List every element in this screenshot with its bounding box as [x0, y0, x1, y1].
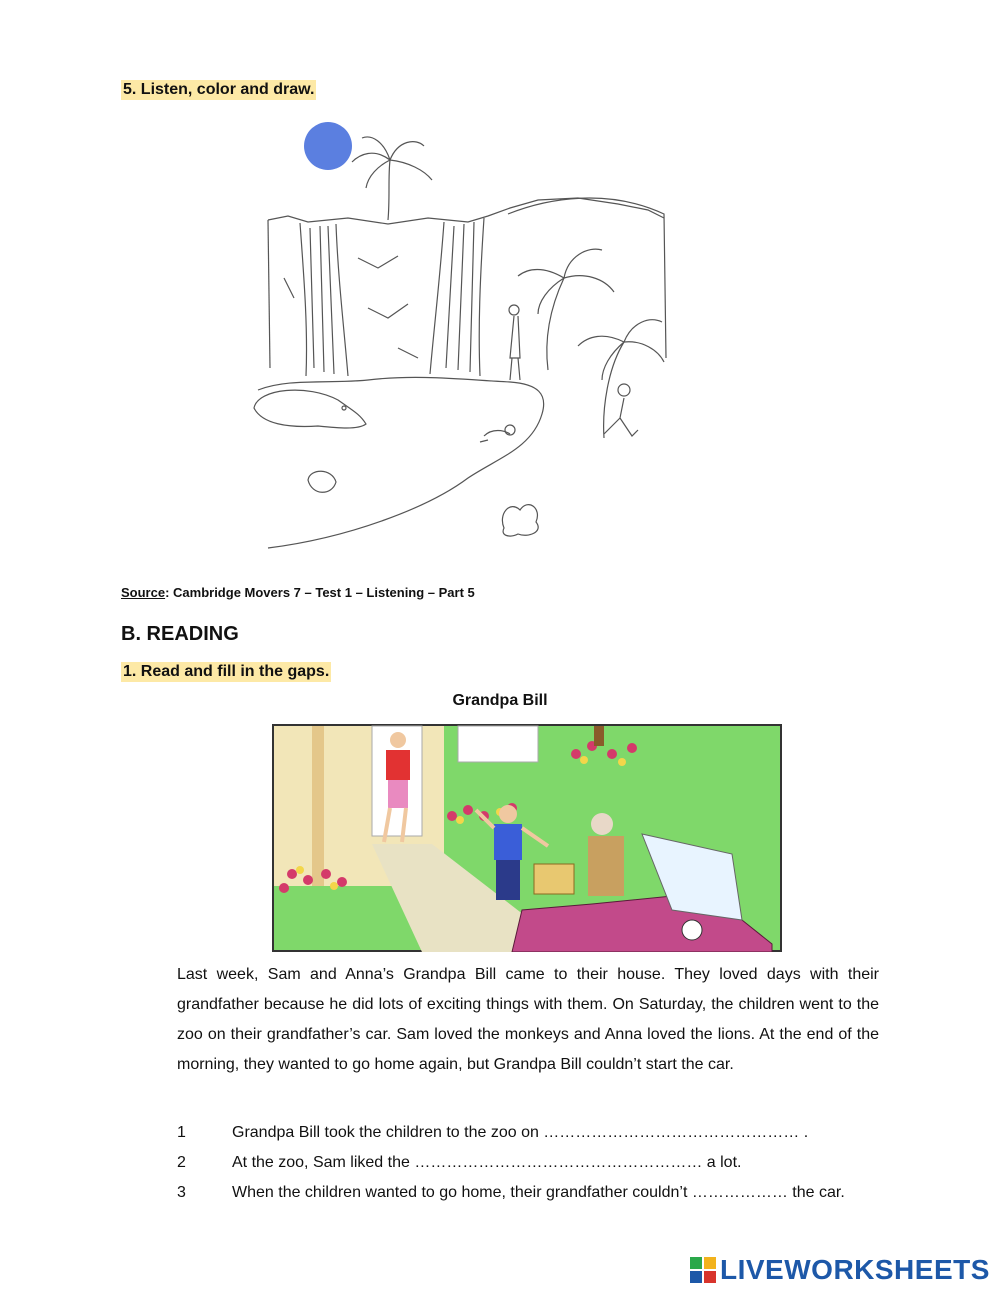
question-number: 1	[177, 1124, 186, 1141]
reading-heading: B. READING	[121, 623, 239, 645]
question-text: At the zoo, Sam liked the ……………………………………………… a lot.	[232, 1154, 742, 1171]
source-label: Source	[121, 585, 166, 600]
task-1-heading: 1. Read and fill in the gaps.	[123, 663, 330, 680]
question-row	[177, 1124, 897, 1142]
source-text: : Cambridge Movers 7 – Test 1 – Listening – Part 5	[165, 585, 475, 600]
question-number: 3	[177, 1184, 186, 1201]
source-line	[121, 585, 475, 600]
question-text: Grandpa Bill took the children to the zoo on ………………………………………… .	[232, 1124, 809, 1141]
liveworksheets-badge-icon	[690, 1257, 716, 1283]
waterfall-scene-drawing	[248, 118, 668, 554]
question-row	[177, 1184, 897, 1202]
question-text: When the children wanted to go home, their grandfather couldn’t ……………… the car.	[232, 1184, 845, 1201]
liveworksheets-logo	[690, 1253, 990, 1287]
liveworksheets-wordmark: LIVEWORKSHEETS	[720, 1254, 990, 1285]
question-row	[177, 1154, 897, 1172]
section-5-heading: 5. Listen, color and draw.	[123, 81, 315, 98]
question-number: 2	[177, 1154, 186, 1171]
grandpa-bill-picture	[272, 724, 782, 952]
story-title: Grandpa Bill	[452, 692, 548, 709]
story-passage: Last week, Sam and Anna’s Grandpa Bill came to their house. They loved days with their grandfather because he did lots of exciting things with them. On Saturday, the children went to the zoo on their grandfather’s car. Sam loved the monkeys and Anna loved the lions. At the end of the morning, they wanted to go home again, but Grandpa Bill couldn’t start the car.	[177, 966, 879, 1073]
